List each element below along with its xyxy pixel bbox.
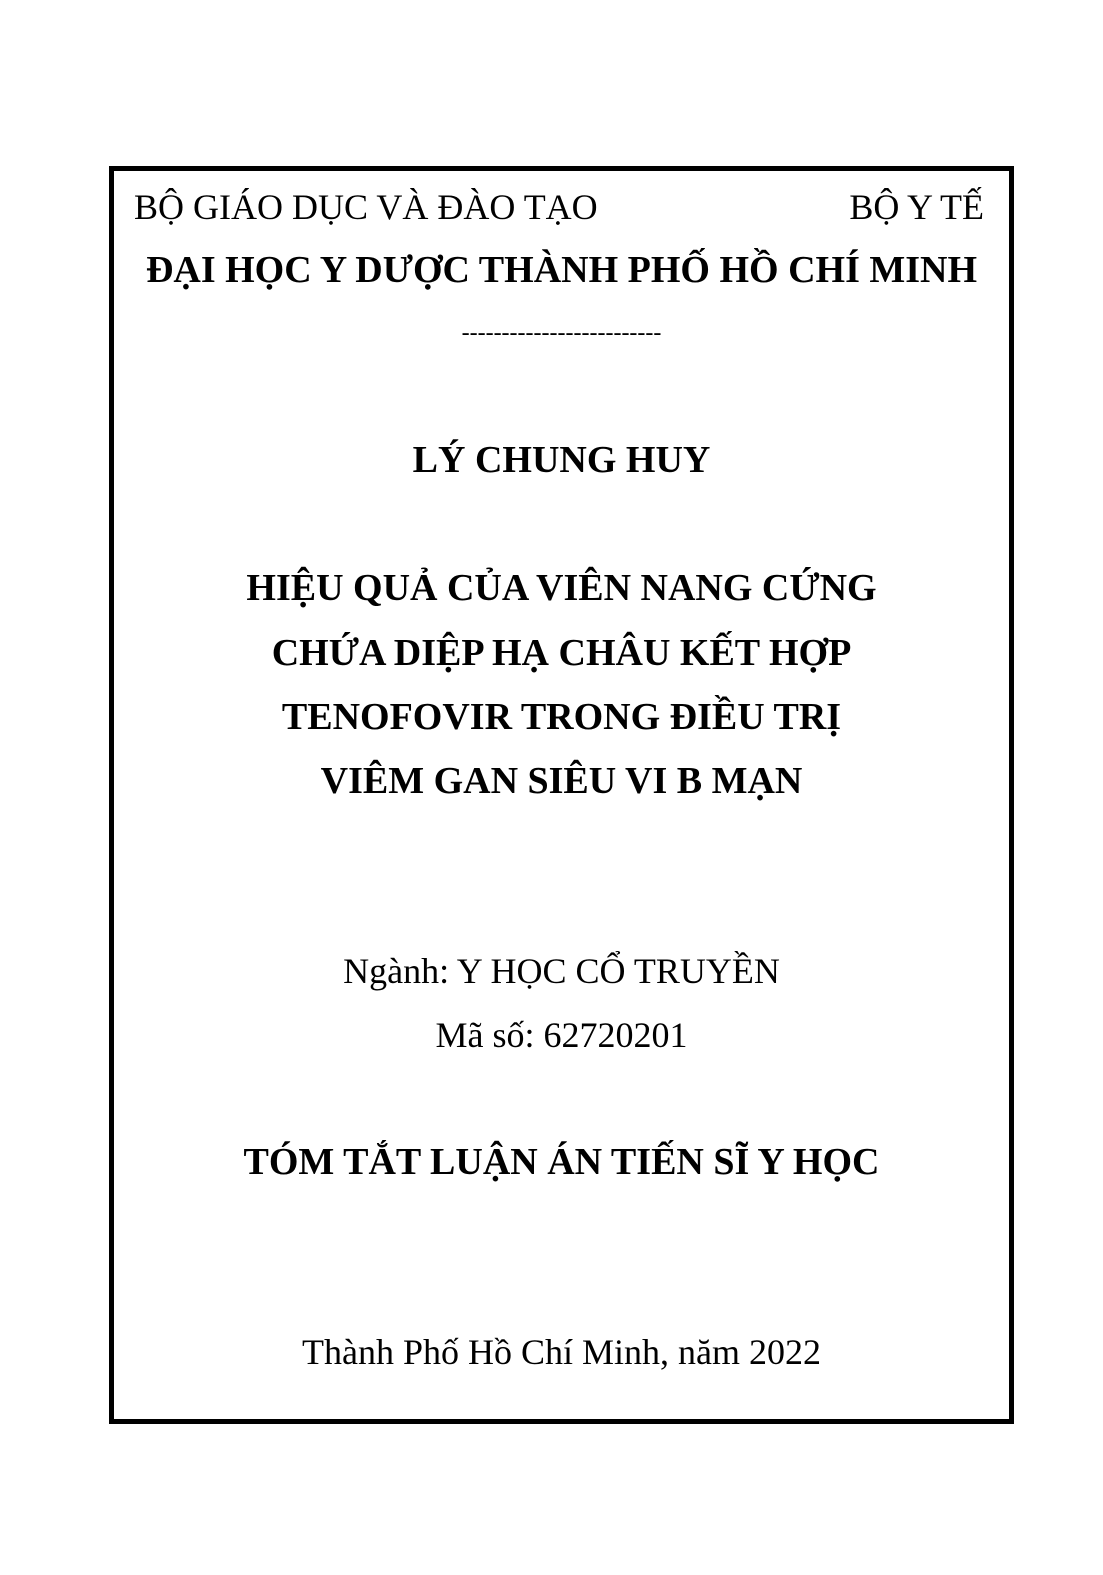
separator-line: ------------------------- xyxy=(461,320,662,346)
place-and-year: Thành Phố Hồ Chí Minh, năm 2022 xyxy=(302,1332,821,1372)
major-field: Ngành: Y HỌC CỔ TRUYỀN xyxy=(343,951,780,991)
ministry-education: BỘ GIÁO DỤC VÀ ĐÀO TẠO xyxy=(134,187,598,227)
degree-title: TÓM TẮT LUẬN ÁN TIẾN SĨ Y HỌC xyxy=(243,1141,880,1183)
thesis-title-line-4: VIÊM GAN SIÊU VI B MẠN xyxy=(320,760,803,802)
ministry-health: BỘ Y TẾ xyxy=(849,187,984,227)
thesis-title-line-2: CHỨA DIỆP HẠ CHÂU KẾT HỢP xyxy=(271,632,852,674)
major-code: Mã số: 62720201 xyxy=(435,1015,688,1055)
thesis-title-line-3: TENOFOVIR TRONG ĐIỀU TRỊ xyxy=(281,696,842,738)
thesis-title-line-1: HIỆU QUẢ CỦA VIÊN NANG CỨNG xyxy=(246,567,877,609)
university-name: ĐẠI HỌC Y DƯỢC THÀNH PHỐ HỒ CHÍ MINH xyxy=(145,249,978,291)
author-name: LÝ CHUNG HUY xyxy=(412,439,711,481)
